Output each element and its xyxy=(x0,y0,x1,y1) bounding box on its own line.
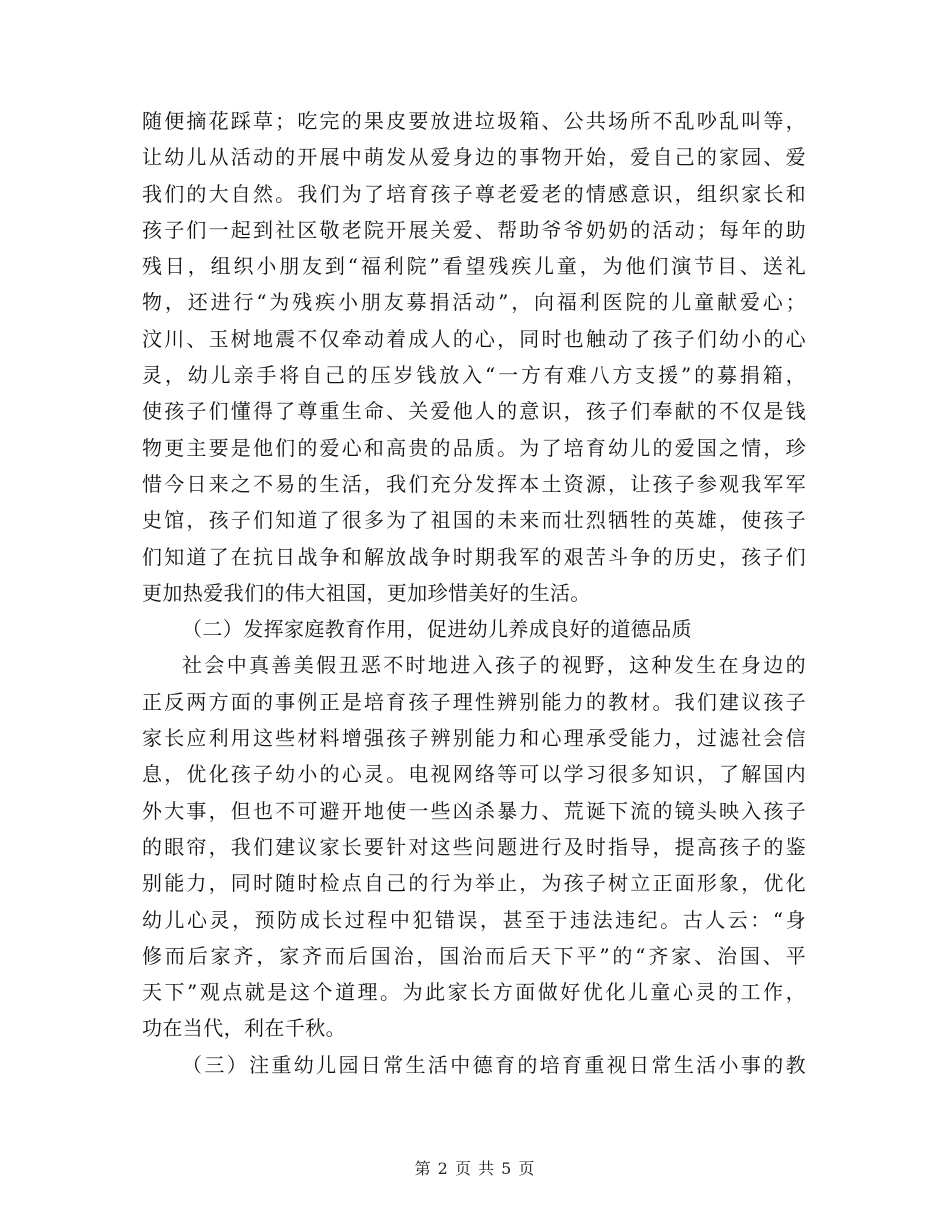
text-line: 汶川、玉树地震不仅牵动着成人的心，同时也触动了孩子们幼小的心 xyxy=(142,326,806,351)
page-number-label: 第 2 页 共 5 页 xyxy=(414,1159,536,1178)
document-body xyxy=(142,103,806,1083)
text-line: 别能力，同时随时检点自己的行为举止，为孩子树立正面形象，优化 xyxy=(142,871,806,896)
text-line: 惜今日来之不易的生活，我们充分发挥本土资源，让孩子参观我军军 xyxy=(142,471,806,496)
text-line: 我们的大自然。我们为了培育孩子尊老爱老的情感意识，组织家长和 xyxy=(142,181,806,206)
text-line: 随便摘花踩草；吃完的果皮要放进垃圾箱、公共场所不乱吵乱叫等， xyxy=(142,109,806,133)
text-line: 孩子们一起到社区敬老院开展关爱、帮助爷爷奶奶的活动；每年的助 xyxy=(142,217,806,242)
text-line: 灵，幼儿亲手将自己的压岁钱放入“一方有难八方支援”的募捐箱， xyxy=(142,363,806,388)
text-line: 幼儿心灵，预防成长过程中犯错误，甚至于违法违纪。古人云：“身 xyxy=(142,907,806,932)
text-line: 息，优化孩子幼小的心灵。电视网络等可以学习很多知识，了解国内 xyxy=(142,762,806,787)
page-footer xyxy=(0,1156,950,1179)
text-line: 史馆，孩子们知道了很多为了祖国的未来而壮烈牺牲的英雄，使孩子 xyxy=(142,508,806,533)
text-line: 社会中真善美假丑恶不时地进入孩子的视野，这种发生在身边的 xyxy=(182,653,806,678)
text-line: 让幼儿从活动的开展中萌发从爱身边的事物开始，爱自己的家园、爱 xyxy=(142,145,806,170)
text-line: 家长应利用这些材料增强孩子辨别能力和心理承受能力，过滤社会信 xyxy=(142,726,806,751)
text-line: 外大事，但也不可避开地使一些凶杀暴力、荒诞下流的镜头映入孩子 xyxy=(142,798,806,823)
text-line: 修而后家齐，家齐而后国治，国治而后天下平”的“齐家、治国、平 xyxy=(142,943,806,968)
text-line: 正反两方面的事例正是培育孩子理性辨别能力的教材。我们建议孩子 xyxy=(142,689,806,714)
text-line: 们知道了在抗日战争和解放战争时期我军的艰苦斗争的历史，孩子们 xyxy=(142,544,806,569)
text-line: 更加热爱我们的伟大祖国，更加珍惜美好的生活。 xyxy=(142,580,591,605)
text-line: 使孩子们懂得了尊重生命、关爱他人的意识，孩子们奉献的不仅是钱 xyxy=(142,399,806,424)
text-line: 的眼帘，我们建议家长要针对这些问题进行及时指导，提高孩子的鉴 xyxy=(142,834,806,859)
text-line: 物，还进行“为残疾小朋友募捐活动”，向福利医院的儿童献爱心； xyxy=(142,290,806,315)
text-line: （二）发挥家庭教育作用，促进幼儿养成良好的道德品质 xyxy=(182,617,692,642)
text-line: 天下”观点就是这个道理。为此家长方面做好优化儿童心灵的工作， xyxy=(142,980,806,1005)
text-line: 功在当代，利在千秋。 xyxy=(142,1016,346,1041)
text-line: 物更主要是他们的爱心和高贵的品质。为了培育幼儿的爱国之情，珍 xyxy=(142,435,806,460)
text-line: （三）注重幼儿园日常生活中德育的培育重视日常生活小事的教 xyxy=(182,1052,806,1077)
text-line: 残日，组织小朋友到“福利院”看望残疾儿童，为他们演节目、送礼 xyxy=(142,254,806,279)
